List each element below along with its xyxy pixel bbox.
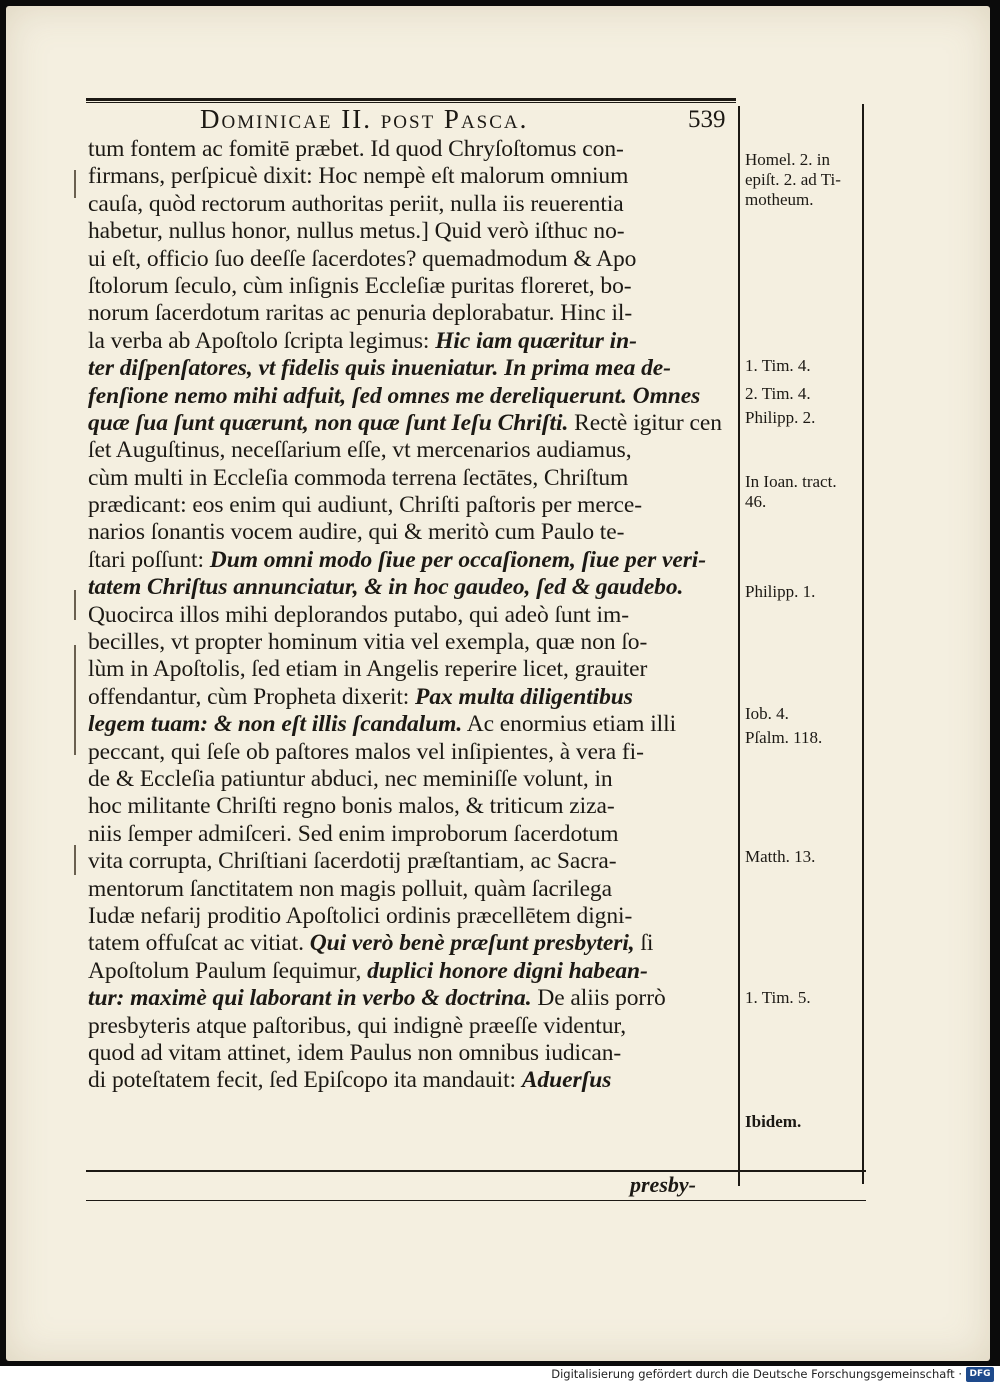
- text-line: [88, 410, 728, 437]
- reader-mark-line: [74, 645, 76, 755]
- margin-note: 1. Tim. 5.: [745, 988, 811, 1007]
- text-line: [88, 903, 728, 930]
- margin-note: Philipp. 1.: [745, 582, 816, 601]
- margin-note: 2. Tim. 4.: [745, 384, 811, 403]
- text-line: [88, 574, 728, 601]
- text-run: ſet Auguſtinus, neceſſarium eſſe, vt mercenarios audiamus,: [88, 437, 632, 464]
- text-line: [88, 711, 728, 738]
- catchword: presby-: [630, 1172, 696, 1197]
- text-run: quod ad vitam attinet, idem Paulus non omnibus iudican-: [88, 1039, 622, 1066]
- text-run: ſtolorum ſeculo, cùm inſignis Eccleſiæ puritas floreret, bo-: [88, 272, 632, 299]
- text-line: [88, 547, 728, 574]
- text-line: [88, 218, 728, 245]
- text-line: [88, 684, 728, 711]
- text-run: vita corrupta, Chriſtiani ſacerdotij præſtantiam, ac Sacra-: [88, 848, 617, 875]
- text-run: cùm multi in Eccleſia commoda terrena ſectātes, Chriſtum: [88, 464, 629, 491]
- text-line: [88, 191, 728, 218]
- text-line: [88, 848, 728, 875]
- italic-quotation: Hic iam quæritur in-: [435, 327, 637, 354]
- text-line: [88, 793, 728, 820]
- footer-rule-thin: [86, 1200, 866, 1201]
- text-line: [88, 492, 728, 519]
- text-line: [88, 739, 728, 766]
- text-run: mentorum ſanctitatem non magis polluit, quàm ſacrilega: [88, 875, 612, 902]
- text-run: lùm in Apoſtolis, ſed etiam in Angelis reperire licet, grauiter: [88, 656, 648, 683]
- margin-note: Iob. 4.: [745, 704, 789, 723]
- text-run: Apoſtolum Paulum ſequimur,: [88, 957, 368, 984]
- italic-quotation: Dum omni modo ſiue per occaſionem, ſiue per veri-: [209, 546, 707, 573]
- text-run: di poteſtatem fecit, ſed Epiſcopo ita mandauit:: [88, 1067, 522, 1094]
- italic-quotation: legem tuam: & non eſt illis ſcandalum.: [88, 711, 463, 738]
- text-line: [88, 437, 728, 464]
- text-run: Quocirca illos mihi deplorandos putabo, qui adeò ſunt im-: [88, 601, 629, 628]
- reader-mark-line: [74, 845, 76, 875]
- funding-credit: Digitalisierung gefördert durch die Deutsche Forschungsgemeinschaft ·: [551, 1367, 962, 1381]
- text-run: Rectè igitur cen: [568, 409, 722, 436]
- italic-quotation: Aduerſus: [521, 1067, 612, 1094]
- text-line: [88, 246, 728, 273]
- header-rule-thin: [86, 102, 736, 103]
- text-run: tatem offuſcat ac vitiat.: [88, 930, 310, 957]
- text-line: [88, 355, 728, 382]
- text-run: ſtari poſſunt:: [88, 546, 210, 573]
- text-line: [88, 383, 728, 410]
- text-line: [88, 163, 728, 190]
- text-line: [88, 766, 728, 793]
- text-line: [88, 602, 728, 629]
- italic-quotation: tatem Chriſtus annunciatur, & in hoc gaudeo, ſed & gaudebo.: [88, 574, 684, 601]
- page-number: 539: [688, 106, 726, 133]
- text-line: [88, 136, 728, 163]
- italic-quotation: quæ ſua ſunt quærunt, non quæ ſunt Ieſu Chriſti.: [88, 409, 569, 436]
- text-run: de & Eccleſia patiuntur abduci, nec meminiſſe volunt, in: [88, 765, 613, 792]
- text-line: [88, 300, 728, 327]
- reader-mark-line: [74, 170, 76, 198]
- text-line: [88, 1067, 728, 1094]
- text-line: [88, 629, 728, 656]
- text-run: ui eſt, officio ſuo deeſſe ſacerdotes? quemadmodum & Apo: [88, 245, 637, 272]
- margin-note: Philipp. 2.: [745, 408, 816, 427]
- text-line: [88, 273, 728, 300]
- italic-quotation: fenſione nemo mihi adfuit, ſed omnes me dereliquerunt. Omnes: [88, 382, 701, 409]
- text-line: [88, 821, 728, 848]
- text-run: ſi: [634, 930, 654, 957]
- text-run: becilles, vt propter hominum vitia vel exempla, quæ non ſo-: [88, 629, 648, 656]
- text-run: prædicant: eos enim qui audiunt, Chriſti paſtoris per merce-: [88, 492, 642, 519]
- dfg-logo: DFG: [966, 1367, 994, 1382]
- margin-rule-inner: [738, 106, 740, 1186]
- text-line: [88, 465, 728, 492]
- text-line: [88, 930, 728, 957]
- text-run: firmans, perſpicuè dixit: Hoc nempè eſt malorum omnium: [88, 163, 629, 190]
- text-line: [88, 1040, 728, 1067]
- text-run: offendantur, cùm Propheta dixerit:: [88, 683, 416, 710]
- text-run: peccant, qui ſeſe ob paſtores malos vel inſipientes, à vera fi-: [88, 738, 644, 765]
- margin-rule-outer: [862, 104, 864, 1184]
- text-line: [88, 656, 728, 683]
- margin-note: Ibidem.: [745, 1112, 802, 1131]
- header-rule: [86, 98, 736, 101]
- text-run: presbyteris atque paſtoribus, qui indignè præeſſe videntur,: [88, 1012, 627, 1039]
- text-run: Iudæ nefarij proditio Apoſtolici ordinis præcellētem digni-: [88, 902, 633, 929]
- italic-quotation: ter diſpenſatores, vt fidelis quis inueniatur. In prima mea de-: [88, 355, 671, 382]
- text-line: [88, 519, 728, 546]
- text-line: [88, 985, 728, 1012]
- text-run: De aliis porrò: [531, 985, 666, 1012]
- margin-note: 1. Tim. 4.: [745, 356, 811, 375]
- text-run: tum fontem ac fomitē præbet. Id quod Chryſoſtomus con-: [88, 136, 624, 162]
- text-run: hoc militante Chriſti regno bonis malos, & triticum ziza-: [88, 793, 615, 820]
- text-line: [88, 1013, 728, 1040]
- text-run: Ac enormius etiam illi: [462, 711, 677, 738]
- reader-mark-line: [74, 590, 76, 620]
- margin-note: Matth. 13.: [745, 847, 816, 866]
- main-text-block: [88, 136, 728, 1095]
- text-run: niis ſemper admiſceri. Sed enim improborum ſacerdotum: [88, 820, 619, 847]
- text-line: [88, 958, 728, 985]
- text-run: norum ſacerdotum raritas ac penuria deplorabatur. Hinc il-: [88, 300, 633, 327]
- italic-quotation: Pax multa diligentibus: [415, 683, 633, 710]
- running-head-title: Dominicae II. post Pasca.: [200, 104, 529, 134]
- italic-quotation: tur: maximè qui laborant in verbo & doctrina.: [88, 985, 532, 1012]
- text-run: cauſa, quòd rectorum authoritas periit, nulla iis reuerentia: [88, 190, 624, 217]
- margin-note: Pſalm. 118.: [745, 728, 823, 747]
- italic-quotation: duplici honore digni habean-: [367, 957, 648, 984]
- margin-note: Homel. 2. in epiſt. 2. ad Ti- motheum.: [745, 150, 841, 209]
- text-run: habetur, nullus honor, nullus metus.] Quid verò iſthuc no-: [88, 218, 625, 245]
- italic-quotation: Qui verò benè præſunt presbyteri,: [309, 930, 635, 957]
- margin-note: In Ioan. tract. 46.: [745, 472, 837, 511]
- text-run: narios ſonantis vocem audire, qui & meritò cum Paulo te-: [88, 519, 625, 546]
- text-run: la verba ab Apoſtolo ſcripta legimus:: [88, 327, 436, 354]
- text-line: [88, 876, 728, 903]
- text-line: [88, 328, 728, 355]
- footer-rule: [86, 1170, 866, 1172]
